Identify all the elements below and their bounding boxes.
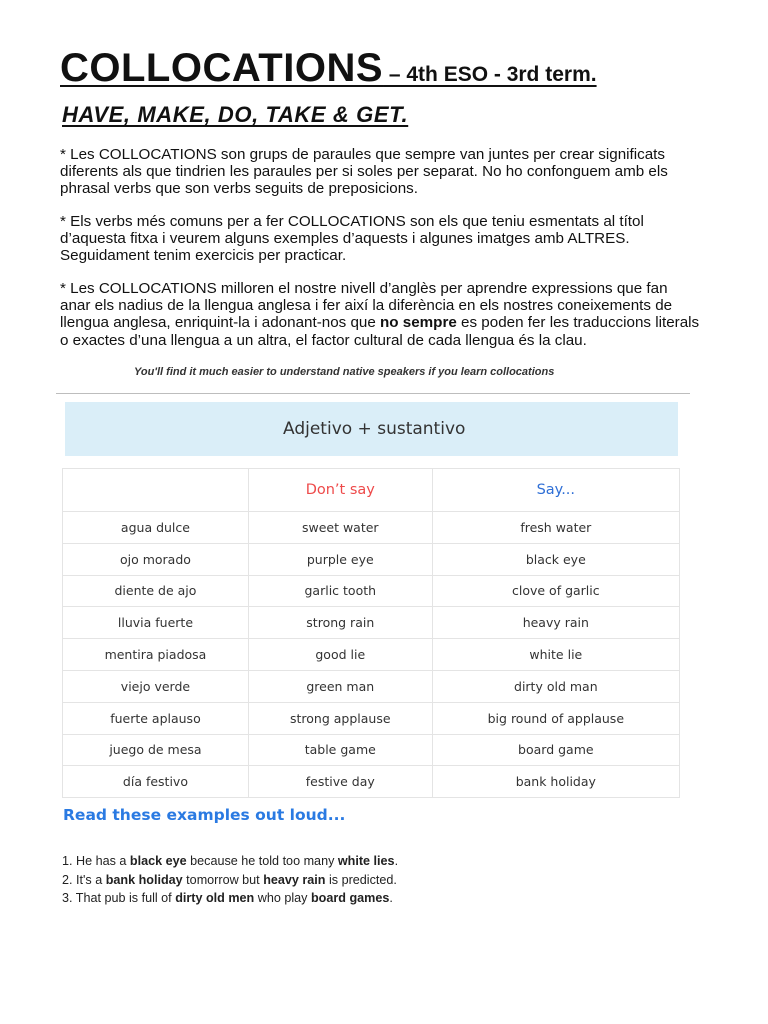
- intro-p3-text-end: es poden fer les traduccions literals o exactes d’una llengua a un altra, el factor cultural de cada llengua és la clau.: [60, 314, 700, 349]
- cell-say: dirty old man: [432, 670, 679, 702]
- intro-paragraph-3: [60, 280, 700, 349]
- cell-spanish: día festivo: [63, 766, 249, 798]
- header-dont-say: Don’t say: [248, 469, 432, 512]
- cell-dont-say: table game: [248, 734, 432, 766]
- example-text: because he told too many: [186, 854, 338, 868]
- example-collocation: dirty old men: [175, 891, 255, 905]
- header-spanish: [63, 469, 249, 512]
- table-row: [63, 766, 680, 798]
- table-row: [63, 702, 680, 734]
- table-banner: [65, 402, 678, 456]
- divider: [56, 393, 690, 394]
- cell-spanish: ojo morado: [63, 543, 249, 575]
- example-collocation: bank holiday: [105, 872, 183, 887]
- cell-say: clove of garlic: [432, 575, 679, 607]
- example-text: .: [394, 854, 399, 868]
- cell-say: white lie: [432, 639, 679, 671]
- cell-spanish: diente de ajo: [63, 575, 249, 607]
- example-text: 1. He has a: [62, 854, 130, 868]
- page-title: [60, 48, 720, 88]
- cell-spanish: juego de mesa: [63, 734, 249, 766]
- cell-say: fresh water: [432, 512, 679, 544]
- cell-dont-say: garlic tooth: [248, 575, 432, 607]
- example-text: 2. It's a: [62, 872, 106, 887]
- cell-say: board game: [432, 734, 679, 766]
- title-suffix: – 4th ESO - 3rd term.: [383, 63, 597, 86]
- banner-title: Adjetivo + sustantivo: [283, 419, 466, 439]
- cell-say: big round of applause: [432, 702, 679, 734]
- intro-p3-text: * Les COLLOCATIONS milloren el nostre nivell d’anglès per aprendre expressions que fan anar els nadius de la llengua anglesa i fer així la diferència en els nostres coneixements de llengua anglesa, enriquint-la i adonant-nos que: [60, 280, 673, 332]
- read-aloud-heading: Read these examples out loud...: [63, 806, 346, 824]
- table-row: [63, 639, 680, 671]
- page-subtitle: HAVE, MAKE, DO, TAKE & GET.: [62, 102, 409, 127]
- cell-spanish: fuerte aplauso: [63, 702, 249, 734]
- cell-dont-say: green man: [248, 670, 432, 702]
- cell-dont-say: sweet water: [248, 512, 432, 544]
- example-text: who play: [254, 891, 311, 905]
- example-sentence-3: [62, 889, 722, 908]
- intro-paragraph-1: * Les COLLOCATIONS son grups de paraules que sempre van juntes per crear significats diferents als que tindrien les paraules per si soles per separat. No ho confonguem amb els phrasal verbs que son verbs seguits de preposicions.: [60, 146, 668, 198]
- cell-say: heavy rain: [432, 607, 679, 639]
- title-main: COLLOCATIONS: [60, 46, 384, 90]
- example-text: 3. That pub is full of: [62, 891, 176, 905]
- cell-dont-say: purple eye: [248, 543, 432, 575]
- example-text: is predicted.: [325, 872, 397, 887]
- example-collocation: board games: [310, 891, 390, 905]
- cell-spanish: lluvia fuerte: [63, 607, 249, 639]
- example-sentence-1: [62, 852, 722, 871]
- table-row: [63, 734, 680, 766]
- table-row: [63, 607, 680, 639]
- example-text: .: [389, 891, 393, 905]
- examples-list: [62, 852, 722, 908]
- intro-paragraph-2: * Els verbs més comuns per a fer COLLOCATIONS son els que teniu esmentats al títol d’aquesta fitxa i veurem alguns exemples d’aquests i algunes imatges amb ALTRES. Seguidament tenim exercicis per practicar.: [60, 213, 644, 265]
- cell-say: bank holiday: [432, 766, 679, 798]
- cell-dont-say: festive day: [248, 766, 432, 798]
- example-collocation: black eye: [129, 854, 187, 868]
- cell-dont-say: good lie: [248, 639, 432, 671]
- example-collocation: heavy rain: [263, 872, 326, 887]
- table-row: [63, 670, 680, 702]
- cell-spanish: viejo verde: [63, 670, 249, 702]
- table-row: [63, 543, 680, 575]
- table-row: [63, 575, 680, 607]
- intro-p3-bold: no sempre: [380, 314, 457, 332]
- header-say: Say...: [432, 469, 679, 512]
- table-row: [63, 512, 680, 544]
- cell-spanish: mentira piadosa: [63, 639, 249, 671]
- example-text: tomorrow but: [182, 872, 264, 887]
- image-caption: You'll find it much easier to understand native speakers if you learn collocations: [134, 366, 555, 378]
- example-collocation: white lies: [337, 854, 395, 868]
- example-sentence-2: [62, 871, 722, 890]
- cell-dont-say: strong applause: [248, 702, 432, 734]
- collocations-table: [62, 468, 680, 798]
- table-header-row: [63, 469, 680, 512]
- cell-spanish: agua dulce: [63, 512, 249, 544]
- cell-dont-say: strong rain: [248, 607, 432, 639]
- cell-say: black eye: [432, 543, 679, 575]
